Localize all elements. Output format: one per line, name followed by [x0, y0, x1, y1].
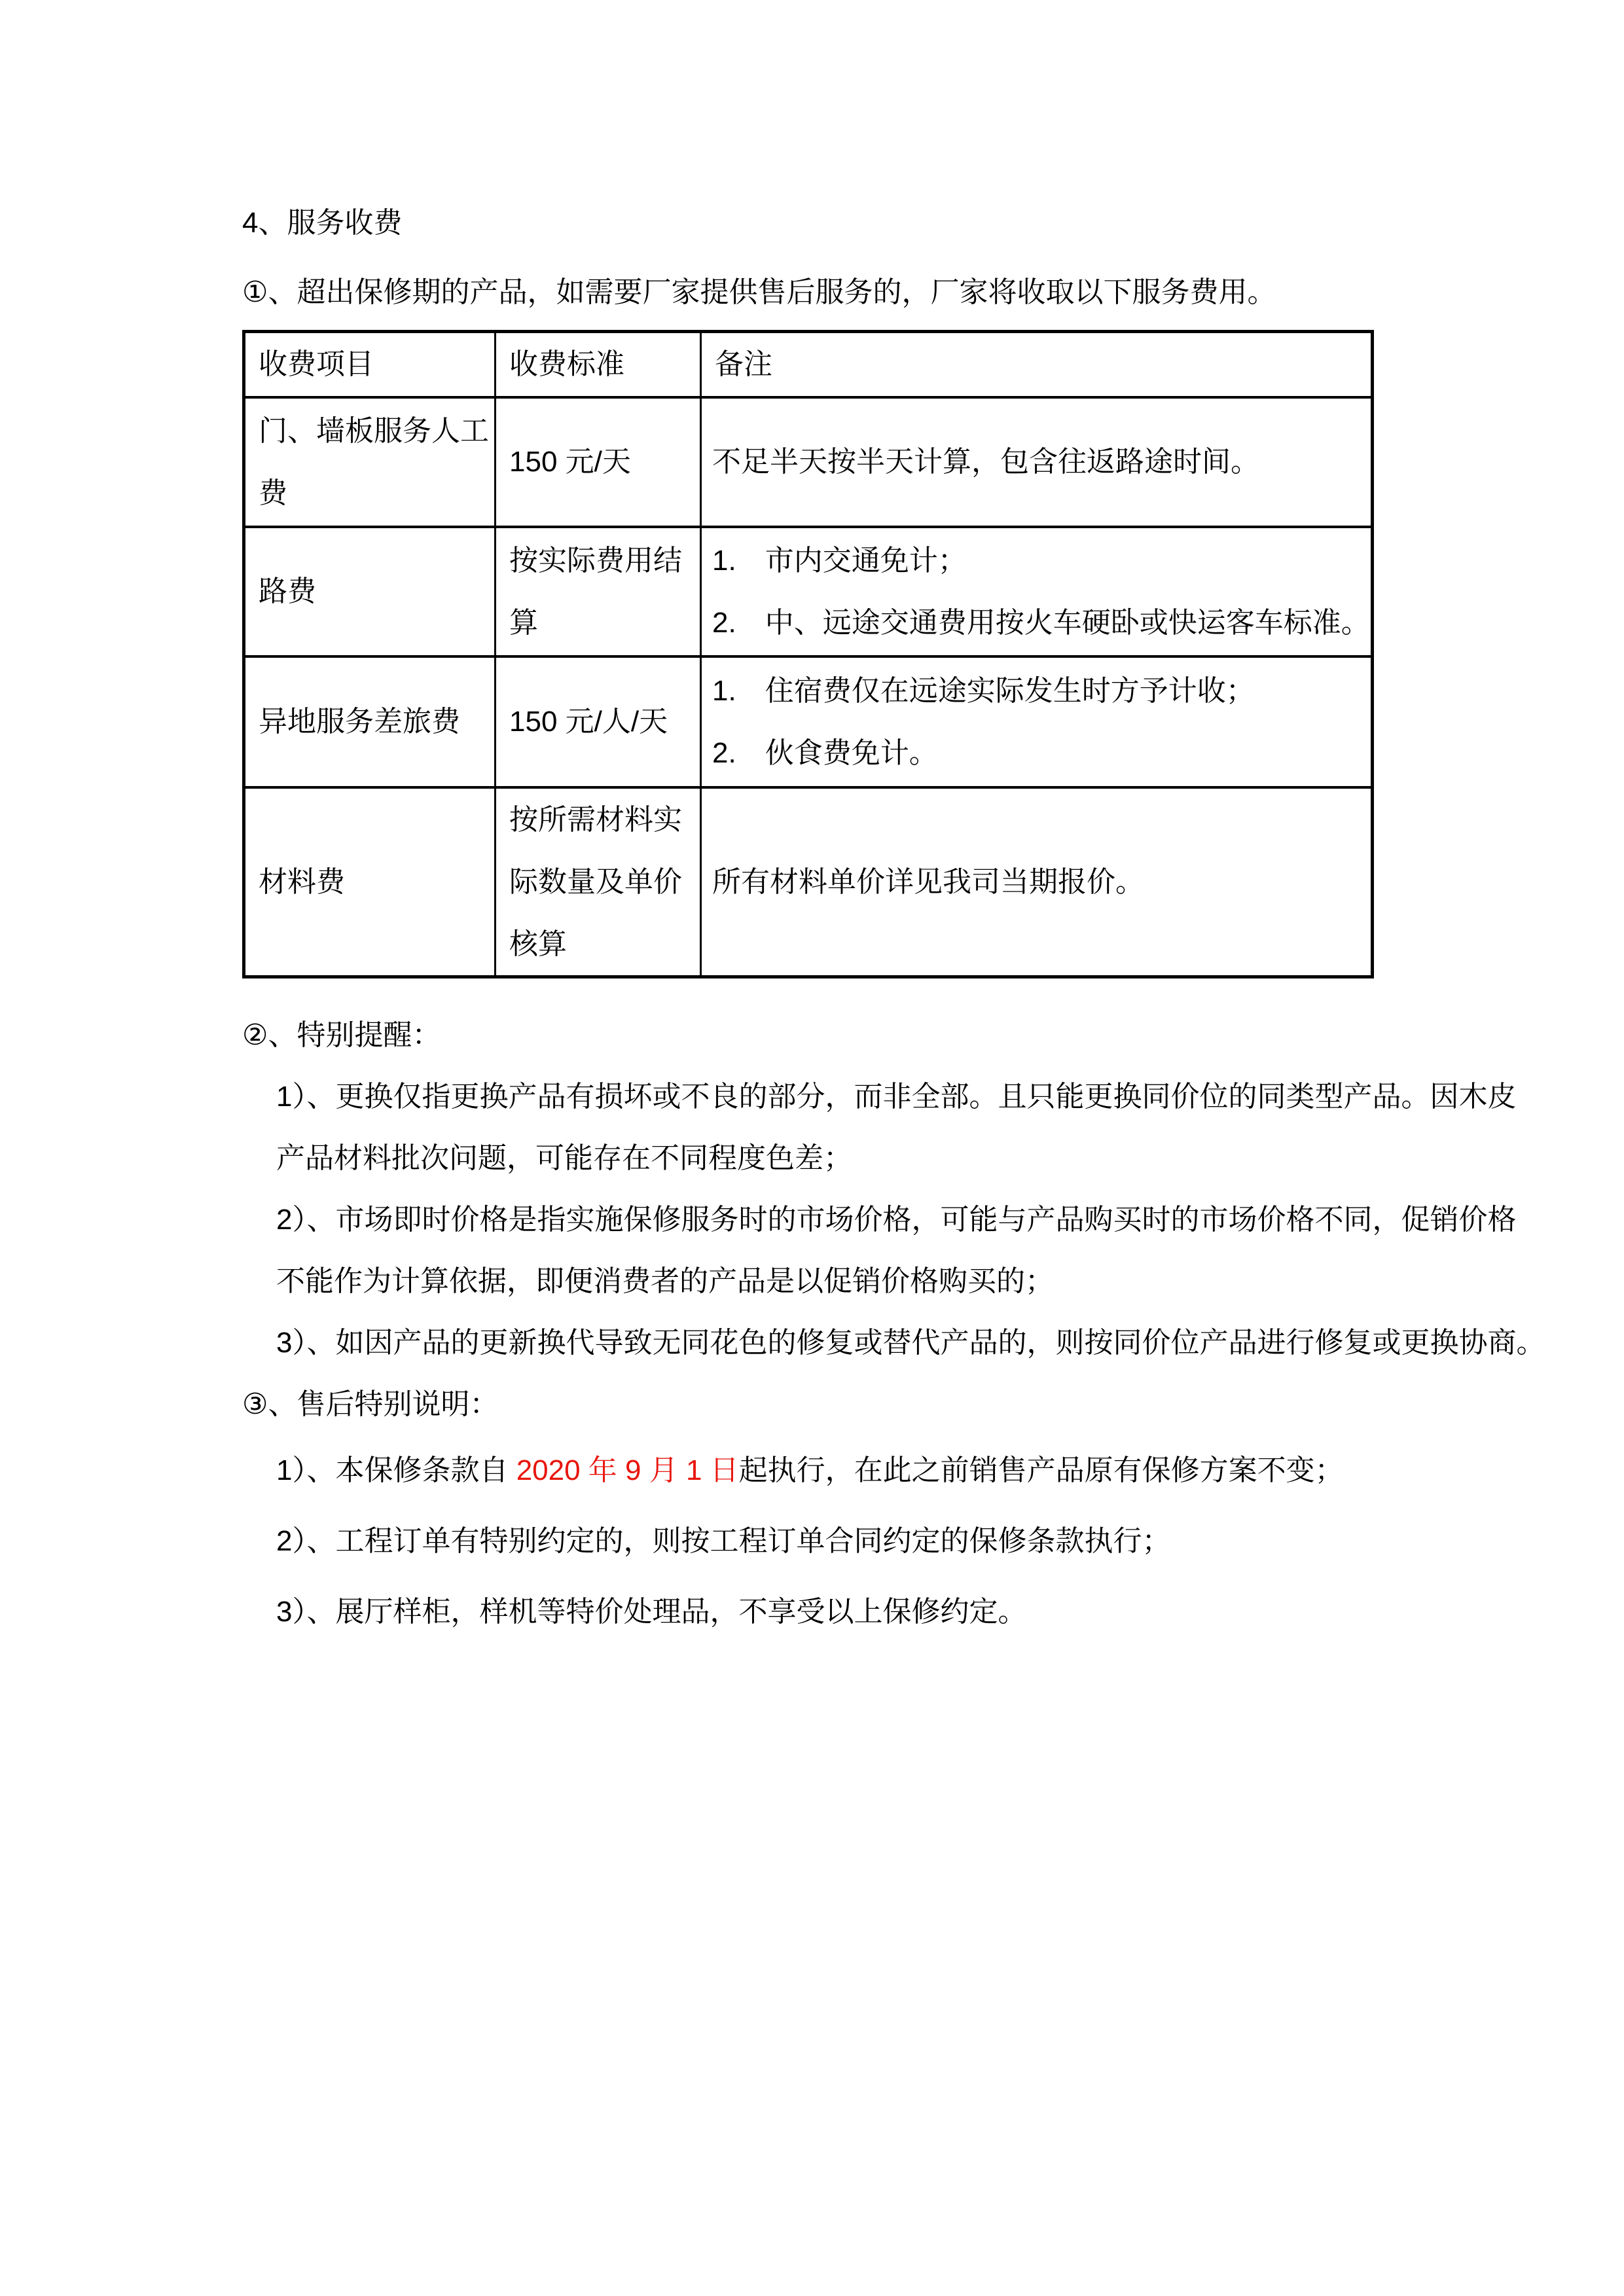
section-title: 4、服务收费 [242, 207, 403, 239]
table-header-row [244, 332, 1373, 397]
item-cell: 门、墙板服务人工费 [244, 397, 496, 527]
note-line: 所有材料单价详见我司当期报价。 [712, 865, 1144, 898]
header-cell-notes: 备注 [701, 332, 1373, 397]
item-cell: 材料费 [244, 787, 496, 977]
intro-paragraph: ①、超出保修期的产品，如需要厂家提供售后服务的，厂家将收取以下服务费用。 [242, 276, 1276, 308]
aftersale-item-1-prefix: 1）、本保修条款自 [276, 1454, 516, 1486]
table-row-travel-fee [244, 656, 1373, 787]
note-line: 2. 伙食费免计。 [712, 736, 938, 769]
aftersale-item-1-suffix: 起执行，在此之前销售产品原有保修方案不变； [738, 1454, 1344, 1486]
aftersale-item-1 [242, 1435, 1394, 1506]
reminder-line-4: 不能作为计算依据，即便消费者的产品是以促销价格购买的； [276, 1265, 1054, 1297]
notes-cell [701, 397, 1373, 527]
page-content [242, 0, 1545, 1647]
aftersale-item-3: 3）、展厅样柜，样机等特价处理品，不享受以上保修约定。 [276, 1596, 1027, 1628]
effective-date: 2020 年 9 月 1 日 [516, 1454, 739, 1486]
notes-cell [701, 527, 1373, 656]
table-row-labor-fee [244, 397, 1373, 527]
note-line: 1. 市内交通免计； [712, 544, 967, 577]
reminder-line-5: 3）、如因产品的更新换代导致无同花色的修复或替代产品的，则按同价位产品进行修复或更换协商。 [276, 1327, 1545, 1359]
standard-cell: 150 元/人/天 [496, 656, 701, 787]
note-line: 不足半天按半天计算，包含往返路途时间。 [712, 446, 1259, 478]
reminder-line-3: 2）、市场即时价格是指实施保修服务时的市场价格，可能与产品购买时的市场价格不同，促销价格 [276, 1204, 1517, 1236]
aftersale-item-2: 2）、工程订单有特别约定的，则按工程订单合同约定的保修条款执行； [276, 1525, 1171, 1557]
table-row-material-fee [244, 787, 1373, 977]
fee-table [242, 330, 1374, 978]
special-reminder-heading: ②、特别提醒： [242, 1019, 441, 1051]
standard-cell: 150 元/天 [496, 397, 701, 527]
note-line: 1. 住宿费仅在远途实际发生时方予计收； [712, 674, 1255, 707]
notes-cell [701, 656, 1373, 787]
item-cell: 路费 [244, 527, 496, 656]
item-cell: 异地服务差旅费 [244, 656, 496, 787]
reminder-line-1: 1）、更换仅指更换产品有损坏或不良的部分，而非全部。且只能更换同价位的同类型产品。因木皮 [276, 1081, 1517, 1113]
note-line: 2. 中、远途交通费用按火车硬卧或快运客车标准。 [712, 606, 1370, 639]
standard-cell: 按实际费用结算 [496, 527, 701, 656]
header-cell-standard: 收费标准 [496, 332, 701, 397]
notes-cell [701, 787, 1373, 977]
table-row-road-fee [244, 527, 1373, 656]
standard-cell: 按所需材料实际数量及单价核算 [496, 787, 701, 977]
header-cell-item: 收费项目 [244, 332, 496, 397]
notes-section [242, 1005, 1545, 1647]
aftersale-heading: ③、售后特别说明： [242, 1388, 499, 1420]
reminder-line-2: 产品材料批次问题，可能存在不同程度色差； [276, 1142, 852, 1174]
